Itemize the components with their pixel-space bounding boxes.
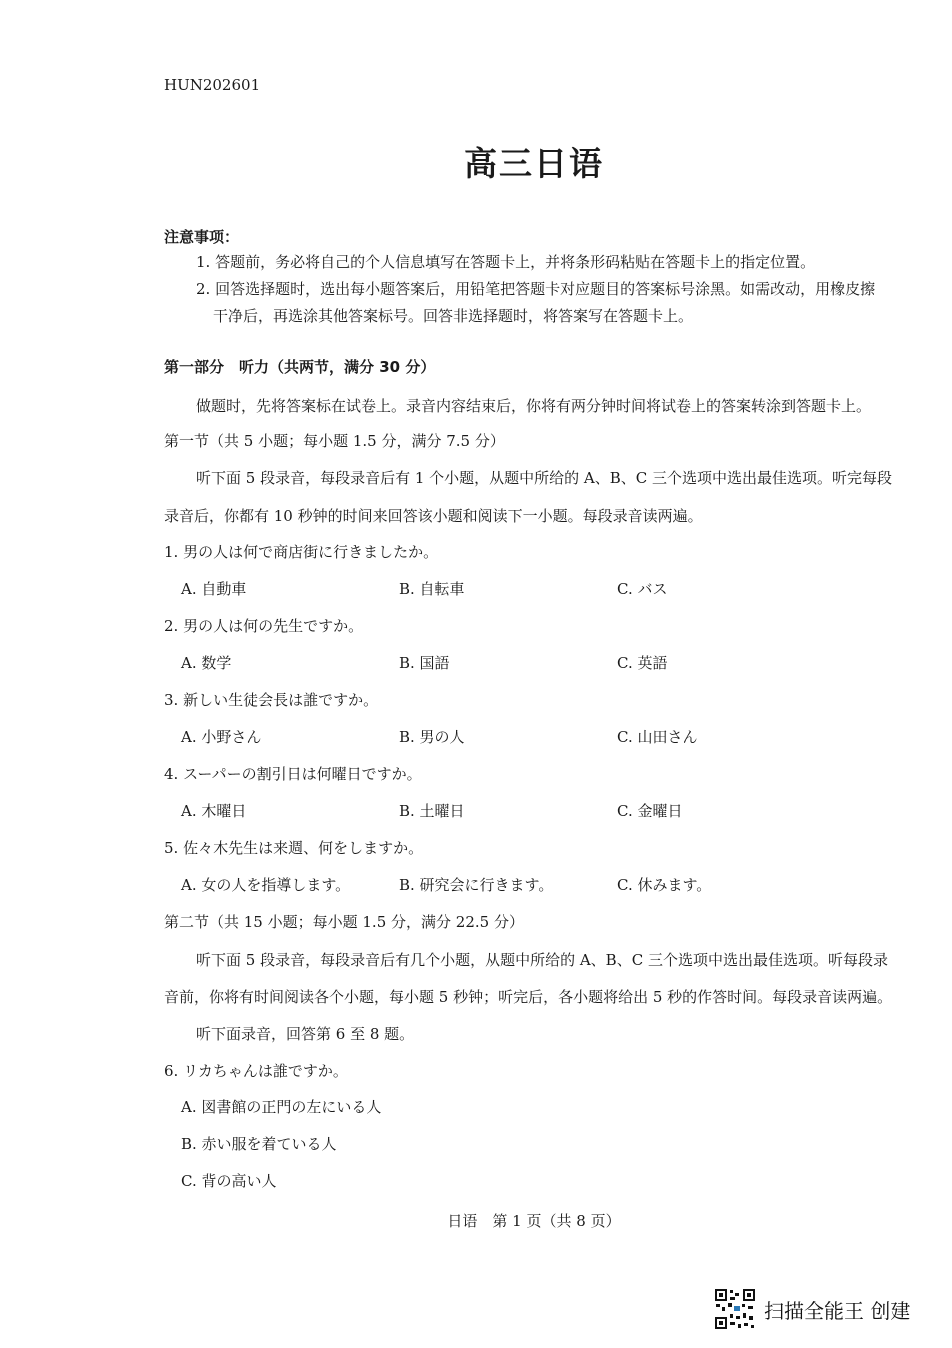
qr-code-icon xyxy=(714,1288,756,1330)
q6-option-c: C. 背の高い人 xyxy=(181,1172,277,1190)
part1-heading: 第一部分 听力（共两节，满分 30 分） xyxy=(164,358,436,376)
q4-option-a: A. 木曜日 xyxy=(181,802,247,820)
notice-item-2: 2. 回答选择题时，选出每小题答案后，用铅笔把答题卡对应题目的答案标号涂黑。如需改动，用橡皮擦 xyxy=(196,280,876,298)
q5-option-b: B. 研究会に行きます。 xyxy=(399,876,554,894)
q3-option-b: B. 男の人 xyxy=(399,728,465,746)
notice-item-2-cont: 干净后，再选涂其他答案标号。回答非选择题时，将答案写在答题卡上。 xyxy=(213,307,694,325)
section2-sub-instruction: 听下面录音，回答第 6 至 8 题。 xyxy=(196,1025,415,1043)
part1-instruction: 做题时，先将答案标在试卷上。录音内容结束后，你将有两分钟时间将试卷上的答案转涂到答题卡上。 xyxy=(196,397,872,415)
q3-option-a: A. 小野さん xyxy=(181,728,262,746)
question-3: 3. 新しい生徒会長は誰ですか。 xyxy=(164,691,379,709)
paper-code: HUN202601 xyxy=(164,76,261,94)
section1-instruction-1: 听下面 5 段录音，每段录音后有 1 个小题，从题中所给的 A、B、C 三个选项中选出最佳选项。听完每段 xyxy=(196,469,893,487)
section2-instruction-1: 听下面 5 段录音，每段录音后有几个小题，从题中所给的 A、B、C 三个选项中选出最佳选项。听每段录 xyxy=(196,951,888,969)
section2-heading: 第二节（共 15 小题；每小题 1.5 分，满分 22.5 分） xyxy=(164,913,524,931)
q5-option-c: C. 休みます。 xyxy=(617,876,712,894)
q1-option-a: A. 自動車 xyxy=(181,580,247,598)
q4-option-b: B. 土曜日 xyxy=(399,802,465,820)
q2-option-c: C. 英語 xyxy=(617,654,668,672)
q2-option-b: B. 国語 xyxy=(399,654,450,672)
page-footer: 日语 第 1 页（共 8 页） xyxy=(447,1212,621,1230)
q1-option-b: B. 自転車 xyxy=(399,580,465,598)
section1-heading: 第一节（共 5 小题；每小题 1.5 分，满分 7.5 分） xyxy=(164,432,505,450)
question-5: 5. 佐々木先生は来週、何をしますか。 xyxy=(164,839,424,857)
q3-option-c: C. 山田さん xyxy=(617,728,698,746)
notice-item-1: 1. 答题前，务必将自己的个人信息填写在答题卡上，并将条形码粘贴在答题卡上的指定位置。 xyxy=(196,253,816,271)
q5-option-a: A. 女の人を指導します。 xyxy=(181,876,351,894)
section1-instruction-2: 录音后，你都有 10 秒钟的时间来回答该小题和阅读下一小题。每段录音读两遍。 xyxy=(164,507,703,525)
page-title: 高三日语 xyxy=(464,144,604,183)
scanner-watermark: 扫描全能王 创建 xyxy=(764,1299,911,1323)
question-1: 1. 男の人は何で商店街に行きましたか。 xyxy=(164,543,439,561)
q6-option-b: B. 赤い服を着ている人 xyxy=(181,1135,337,1153)
question-2: 2. 男の人は何の先生ですか。 xyxy=(164,617,364,635)
q2-option-a: A. 数学 xyxy=(181,654,232,672)
q4-option-c: C. 金曜日 xyxy=(617,802,683,820)
q6-option-a: A. 図書館の正門の左にいる人 xyxy=(181,1098,382,1116)
q1-option-c: C. バス xyxy=(617,580,668,598)
question-6: 6. リカちゃんは誰ですか。 xyxy=(164,1062,348,1080)
notice-heading: 注意事项： xyxy=(164,228,240,246)
section2-instruction-2: 音前，你将有时间阅读各个小题，每小题 5 秒钟；听完后，各小题将给出 5 秒的作答时间。每段录音读两遍。 xyxy=(164,988,893,1006)
question-4: 4. スーパーの割引日は何曜日ですか。 xyxy=(164,765,422,783)
